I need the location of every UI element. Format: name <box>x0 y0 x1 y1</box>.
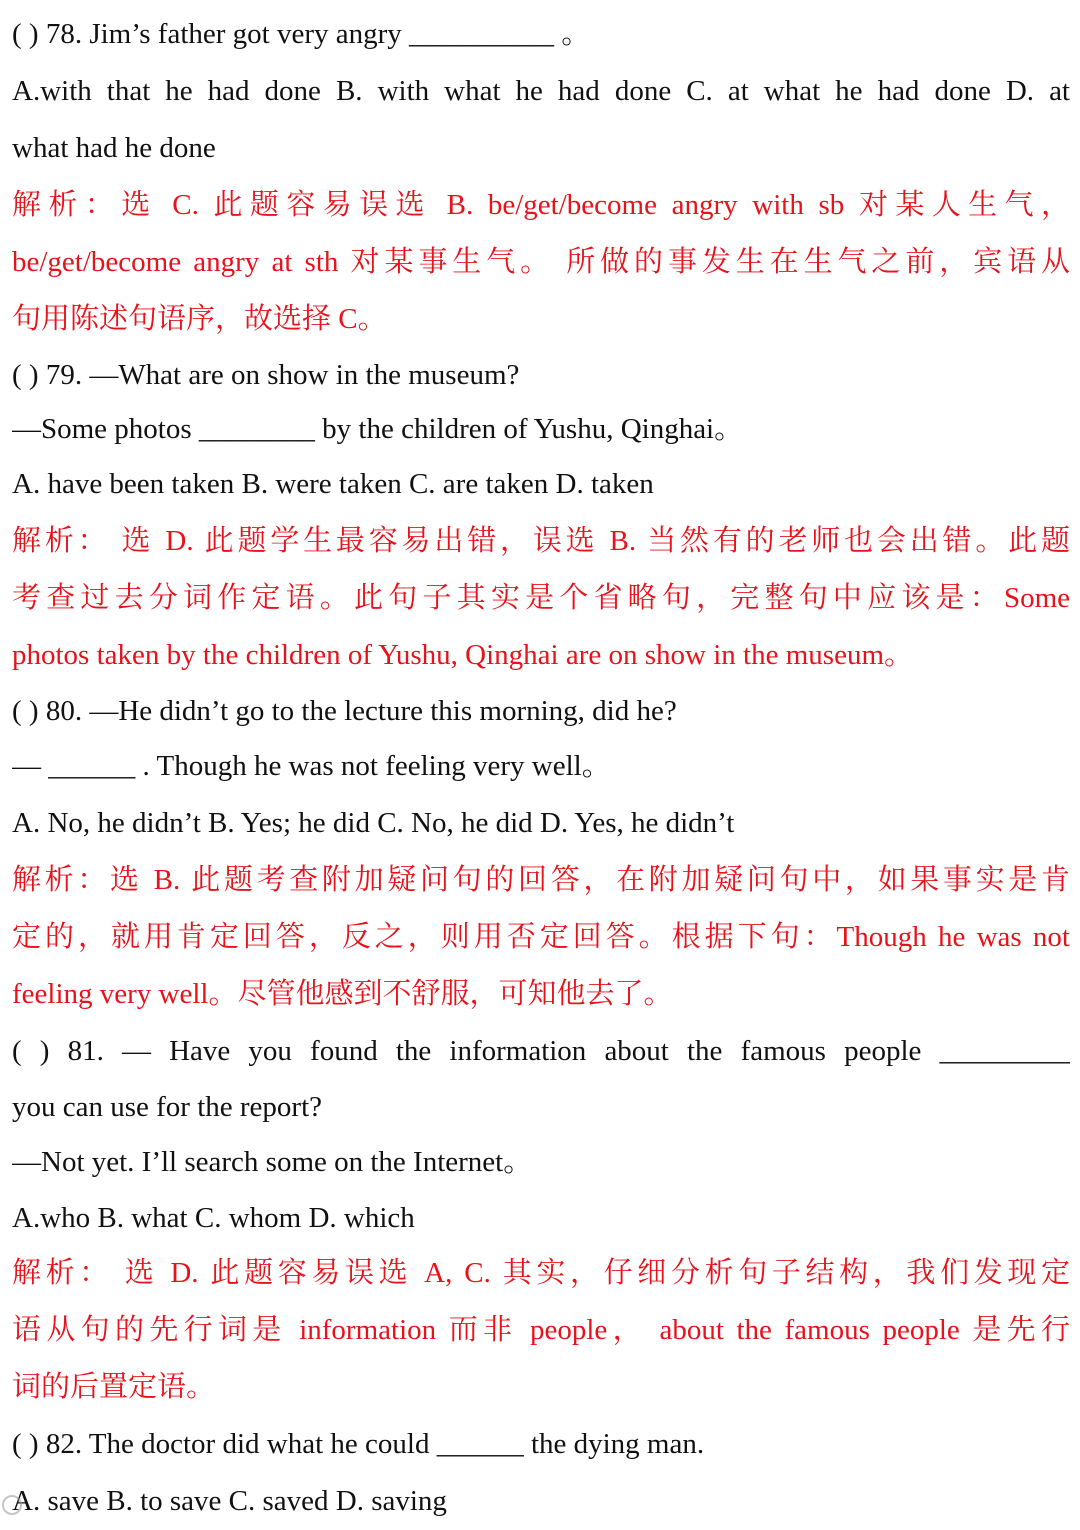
q79-analysis-line-3: photos taken by the children of Yushu, Qinghai are on show in the museum。 <box>12 639 913 671</box>
q78-analysis-line-1: 解析：选 C. 此题容易误选 B. be/get/become angry with sb 对某人生气， <box>12 189 1070 221</box>
q80-analysis-line-3: feeling very well。尽管他感到不舒服，可知他去了。 <box>12 978 673 1010</box>
q79-options: A. have been taken B. were taken C. are taken D. taken <box>12 468 654 500</box>
q79-analysis-line-2: 考查过去分词作定语。此句子其实是个省略句，完整句中应该是：Some <box>12 582 1070 614</box>
q81-response: —Not yet. I’ll search some on the Internet。 <box>12 1146 533 1178</box>
q82-options: A. save B. to save C. saved D. saving <box>12 1485 447 1517</box>
q79-analysis-line-1: 解析： 选 D. 此题学生最容易出错，误选 B. 当然有的老师也会出错。此题 <box>12 525 1070 557</box>
q78-analysis-line-2: be/get/become angry at sth 对某事生气。 所做的事发生在生气之前，宾语从 <box>12 246 1070 278</box>
document-page <box>12 6 1070 1530</box>
q82-question: ( ) 82. The doctor did what he could ______ the dying man. <box>12 1428 705 1460</box>
q78-options-continued: what had he done <box>12 132 216 164</box>
q79-response: —Some photos ________ by the children of Yushu, Qinghai。 <box>12 413 744 445</box>
q78-options: A.with that he had done B. with what he had done C. at what he had done D. at <box>12 75 1070 107</box>
q81-analysis-line-1: 解析： 选 D. 此题容易误选 A, C. 其实，仔细分析句子结构，我们发现定 <box>12 1257 1070 1289</box>
q78-question: ( ) 78. Jim’s father got very angry __________ 。 <box>12 18 591 50</box>
watermark-icon <box>2 1495 22 1515</box>
q78-analysis-line-3: 句用陈述句语序，故选择 C。 <box>12 303 387 335</box>
q81-question-continued: you can use for the report? <box>12 1091 323 1123</box>
q81-analysis-line-2: 语从句的先行词是 information 而非 people， about the famous people 是先行 <box>12 1314 1070 1346</box>
q80-question: ( ) 80. —He didn’t go to the lecture this morning, did he? <box>12 695 677 727</box>
q80-options: A. No, he didn’t B. Yes; he did C. No, he did D. Yes, he didn’t <box>12 807 735 839</box>
q81-question: ( ) 81. — Have you found the information about the famous people _________ <box>12 1035 1070 1067</box>
q81-options: A.who B. what C. whom D. which <box>12 1202 415 1234</box>
q80-analysis-line-2: 定的，就用肯定回答，反之，则用否定回答。根据下句：Though he was not <box>12 921 1070 953</box>
q80-analysis-line-1: 解析：选 B. 此题考查附加疑问句的回答，在附加疑问句中，如果事实是肯 <box>12 864 1070 896</box>
watermark <box>2 1486 152 1520</box>
q79-question: ( ) 79. —What are on show in the museum? <box>12 359 520 391</box>
q81-analysis-line-3: 词的后置定语。 <box>12 1371 216 1403</box>
q80-response: — ______ . Though he was not feeling very well。 <box>12 750 611 782</box>
